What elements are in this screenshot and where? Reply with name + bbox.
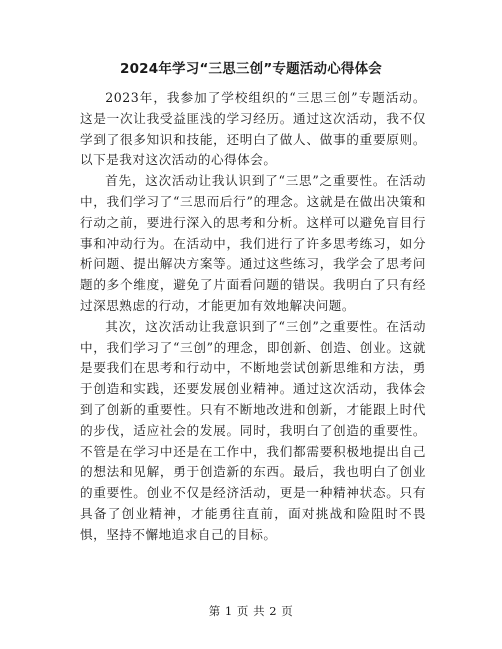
document-body	[80, 88, 426, 546]
paragraph-intro: 2023年，我参加了学校组织的“三思三创”专题活动。这是一次让我受益匪浅的学习经历。通过这次活动，我不仅学到了很多知识和技能，还明白了做人、做事的重要原则。以下是我对这次活动的心得体会。	[80, 90, 426, 168]
paragraph-three-thinks: 首先，这次活动让我认识到了“三思”之重要性。在活动中，我们学习了“三思而后行”的理念。这就是在做出决策和行动之前，要进行深入的思考和分析。这样可以避免盲目行事和冲动行为。在活动中，我们进行了许多思考练习，如分析问题、提出解决方案等。通过这些练习，我学会了思考问题的多个维度，避免了片面看问题的错误。我明白了只有经过深思熟虑的行动，才能更加有效地解决问题。	[80, 173, 426, 313]
paragraph-three-creations: 其次，这次活动让我意识到了“三创”之重要性。在活动中，我们学习了“三创”的理念，即创新、创造、创业。这就是要我们在思考和行动中，不断地尝试创新思维和方法，勇于创造和实践，还要发展创业精神。通过这次活动，我体会到了创新的重要性。只有不断地改进和创新，才能跟上时代的步伐，适应社会的发展。同时，我明白了创造的重要性。不管是在学习中还是在工作中，我们都需要积极地提出自己的想法和见解，勇于创造新的东西。最后，我也明白了创业的重要性。创业不仅是经济活动，更是一种精神状态。只有具备了创业精神，才能勇往直前，面对挑战和险阻时不畏惧，坚持不懈地追求自己的目标。	[80, 318, 426, 542]
page-footer: 第 1 页 共 2 页	[208, 604, 294, 618]
page-title: 2024年学习“三思三创”专题活动心得体会	[119, 61, 383, 77]
